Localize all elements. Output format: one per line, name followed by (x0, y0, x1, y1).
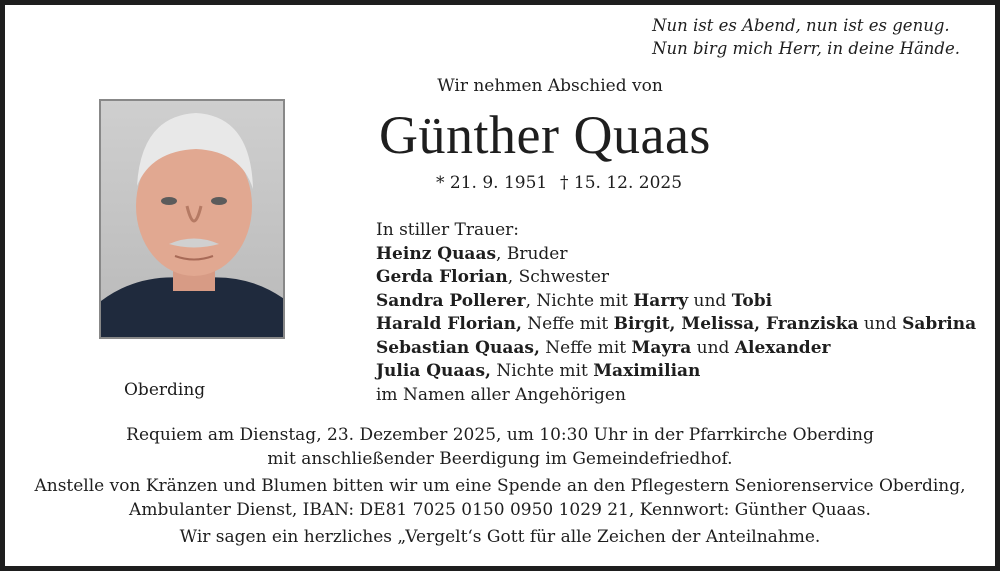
requiem-info (0, 424, 1000, 471)
portrait-illustration (101, 101, 285, 339)
thanks-text: Wir sagen ein herzliches „Vergelt‘s Gott für alle Zeichen der Anteilnahme. (179, 527, 821, 547)
requiem-line: Requiem am Dienstag, 23. Dezember 2025, um 10:30 Uhr in der Pfarrkirche Oberding (126, 425, 874, 445)
verse-line: Nun birg mich Herr, in deine Hände. (652, 39, 960, 58)
verse-line: Nun ist es Abend, nun ist es genug. (652, 16, 950, 35)
mourners-heading: In stiller Trauer: (376, 220, 519, 240)
portrait-photo (99, 99, 285, 339)
requiem-line: mit anschließender Beerdigung im Gemeindefriedhof. (267, 448, 733, 469)
mourners-closing: im Namen aller Angehörigen (376, 384, 626, 405)
mourner-row: Gerda Florian, Schwester (376, 267, 610, 287)
intro-text: Wir nehmen Abschied von (437, 76, 663, 96)
mourner-row: Sebastian Quaas, Neffe mit Mayra und Alexander (376, 337, 831, 358)
donation-line: Ambulanter Dienst, IBAN: DE81 7025 0150 0950 1029 21, Kennwort: Günther Quaas. (129, 499, 871, 520)
mourner-row: Sandra Pollerer, Nichte mit Harry und Tobi (376, 290, 773, 311)
donation-line: Anstelle von Kränzen und Blumen bitten wir um eine Spende an den Pflegestern Seniorenservice Oberding, (34, 476, 966, 496)
mourner-row: Heinz Quaas, Bruder (376, 243, 568, 264)
verse (652, 14, 960, 60)
birth-date: * 21. 9. 1951 (436, 173, 548, 193)
mourner-row: Julia Quaas, Nichte mit Maximilian (376, 361, 701, 381)
death-date: † 15. 12. 2025 (560, 173, 683, 193)
donation-info (0, 475, 1000, 522)
place-of-residence: Oberding (124, 380, 206, 400)
mourner-row: Harald Florian, Neffe mit Birgit, Melissa, Franziska und Sabrina (376, 314, 977, 334)
mourners-list (376, 219, 976, 407)
deceased-name: Günther Quaas (379, 105, 711, 165)
